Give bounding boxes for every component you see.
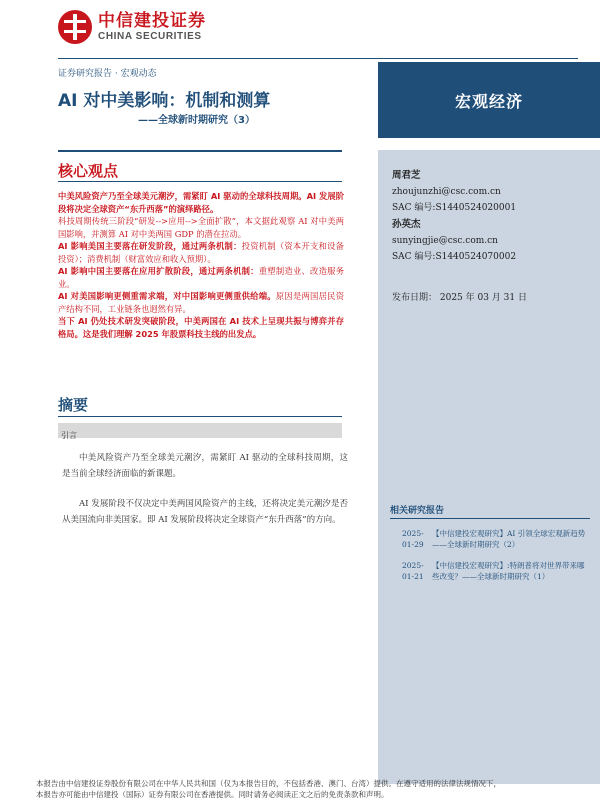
disclaimer-line-2: 本报告亦可能由中信建投（国际）证券有限公司在香港提供。同时请务必阅读正文之后的免责条款和声明。	[36, 790, 389, 799]
core-point-6: 当下 AI 仍处技术研发突破阶段，中美两国在 AI 技术上呈现共振与博弈并存格局。这是我们理解 2025 年股票科技主线的出发点。	[58, 316, 344, 339]
related-report-item[interactable]	[390, 528, 590, 550]
author-name: 周君芝	[392, 170, 421, 181]
author-email[interactable]: sunyingjie@csc.com.cn	[392, 236, 498, 246]
intro-tag-label: 引言	[61, 431, 77, 440]
title-divider	[58, 150, 342, 152]
core-point-5-rest: 原因是两国居民资产结构不同，工业链条也迥然有异。	[58, 291, 344, 314]
disclaimer-line-1: 本报告由中信建投证券股份有限公司在中华人民共和国（仅为本报告目的，不包括香港、澳门、台湾）提供。在遵守适用的法律法规情况下，	[36, 779, 501, 788]
related-report-title[interactable]: 【中信建投宏观研究】:特朗普将对世界带来哪些改变？——全球新时期研究（1）	[432, 561, 585, 581]
intro-tag	[58, 423, 342, 438]
core-divider	[58, 181, 342, 182]
core-point-5	[58, 290, 344, 315]
core-point-4-rest: 重塑制造业、改造服务业。	[58, 266, 344, 289]
author-name: 孙英杰	[392, 219, 421, 230]
logo-mark-icon	[58, 10, 92, 44]
core-point-3-lead: AI 影响美国主要落在研发阶段，通过两条机制：	[58, 241, 242, 251]
related-report-date: 2025-01-21	[402, 561, 424, 581]
abstract-paragraph-1: 中美风险资产乃至全球美元潮汐，需紧盯 AI 驱动的全球科技周期，这是当前全球经济面临的新课题。	[62, 453, 348, 479]
author-1	[392, 170, 516, 214]
related-report-title[interactable]: 【中信建投宏观研究】AI 引领全球宏观新趋势——全球新时期研究（2）	[432, 529, 586, 549]
core-point-3-rest: 投资机制（资本开支和设备投资）；消费机制（财富效应和收入预期）。	[58, 241, 344, 264]
breadcrumb: 证券研究报告 · 宏观动态	[58, 69, 157, 79]
company-logo	[58, 10, 206, 44]
publish-date: 发布日期： 2025 年 03 月 31 日	[392, 293, 527, 303]
related-divider	[390, 518, 590, 519]
header-divider	[58, 58, 578, 59]
page-title: AI 对中美影响：机制和测算	[58, 91, 271, 111]
core-point-2: 科技周期传统三阶段“研发-->应用-->全面扩散”，本文据此观察 AI 对中美两国影响，并测算 AI 对中美两国 GDP 的潜在拉动。	[58, 216, 344, 239]
core-point-5-lead: AI 对美国影响更侧重需求端，对中国影响更侧重供给端。	[58, 291, 276, 301]
category-label: 宏观经济	[454, 91, 523, 111]
core-point-4-lead: AI 影响中国主要落在应用扩散阶段，通过两条机制：	[58, 266, 259, 276]
logo-en-text: CHINA SECURITIES	[98, 31, 202, 42]
category-banner	[378, 62, 600, 138]
core-point-3	[58, 240, 344, 265]
page-subtitle: ——全球新时期研究（3）	[138, 115, 255, 126]
related-report-item[interactable]	[390, 560, 590, 582]
related-report-date: 2025-01-29	[402, 529, 424, 549]
author-email[interactable]: zhoujunzhi@csc.com.cn	[392, 187, 501, 197]
logo-cn-text: 中信建投证券	[98, 11, 206, 31]
abstract-heading: 摘要	[58, 396, 89, 414]
abstract-paragraph-2: AI 发展阶段不仅决定中美两国风险资产的主线，还将决定美元潮汐是否从美国流向非美国家。即 AI 发展阶段将决定全球资产“东升西落”的方向。	[62, 499, 348, 525]
abstract-divider	[58, 416, 342, 417]
author-sac: SAC 编号:S1440524020001	[392, 203, 517, 213]
core-point-4	[58, 265, 344, 290]
author-2	[392, 219, 516, 263]
disclaimer-footer	[36, 778, 596, 800]
core-views-heading: 核心观点	[58, 162, 119, 180]
core-views-body	[58, 190, 344, 340]
related-reports-heading: 相关研究报告	[390, 506, 445, 516]
core-point-1: 中美风险资产乃至全球美元潮汐，需紧盯 AI 驱动的全球科技周期。AI 发展阶段将决定全球资产“东升西落”的演绎路径。	[58, 191, 344, 214]
author-sac: SAC 编号:S1440524070002	[392, 252, 517, 262]
